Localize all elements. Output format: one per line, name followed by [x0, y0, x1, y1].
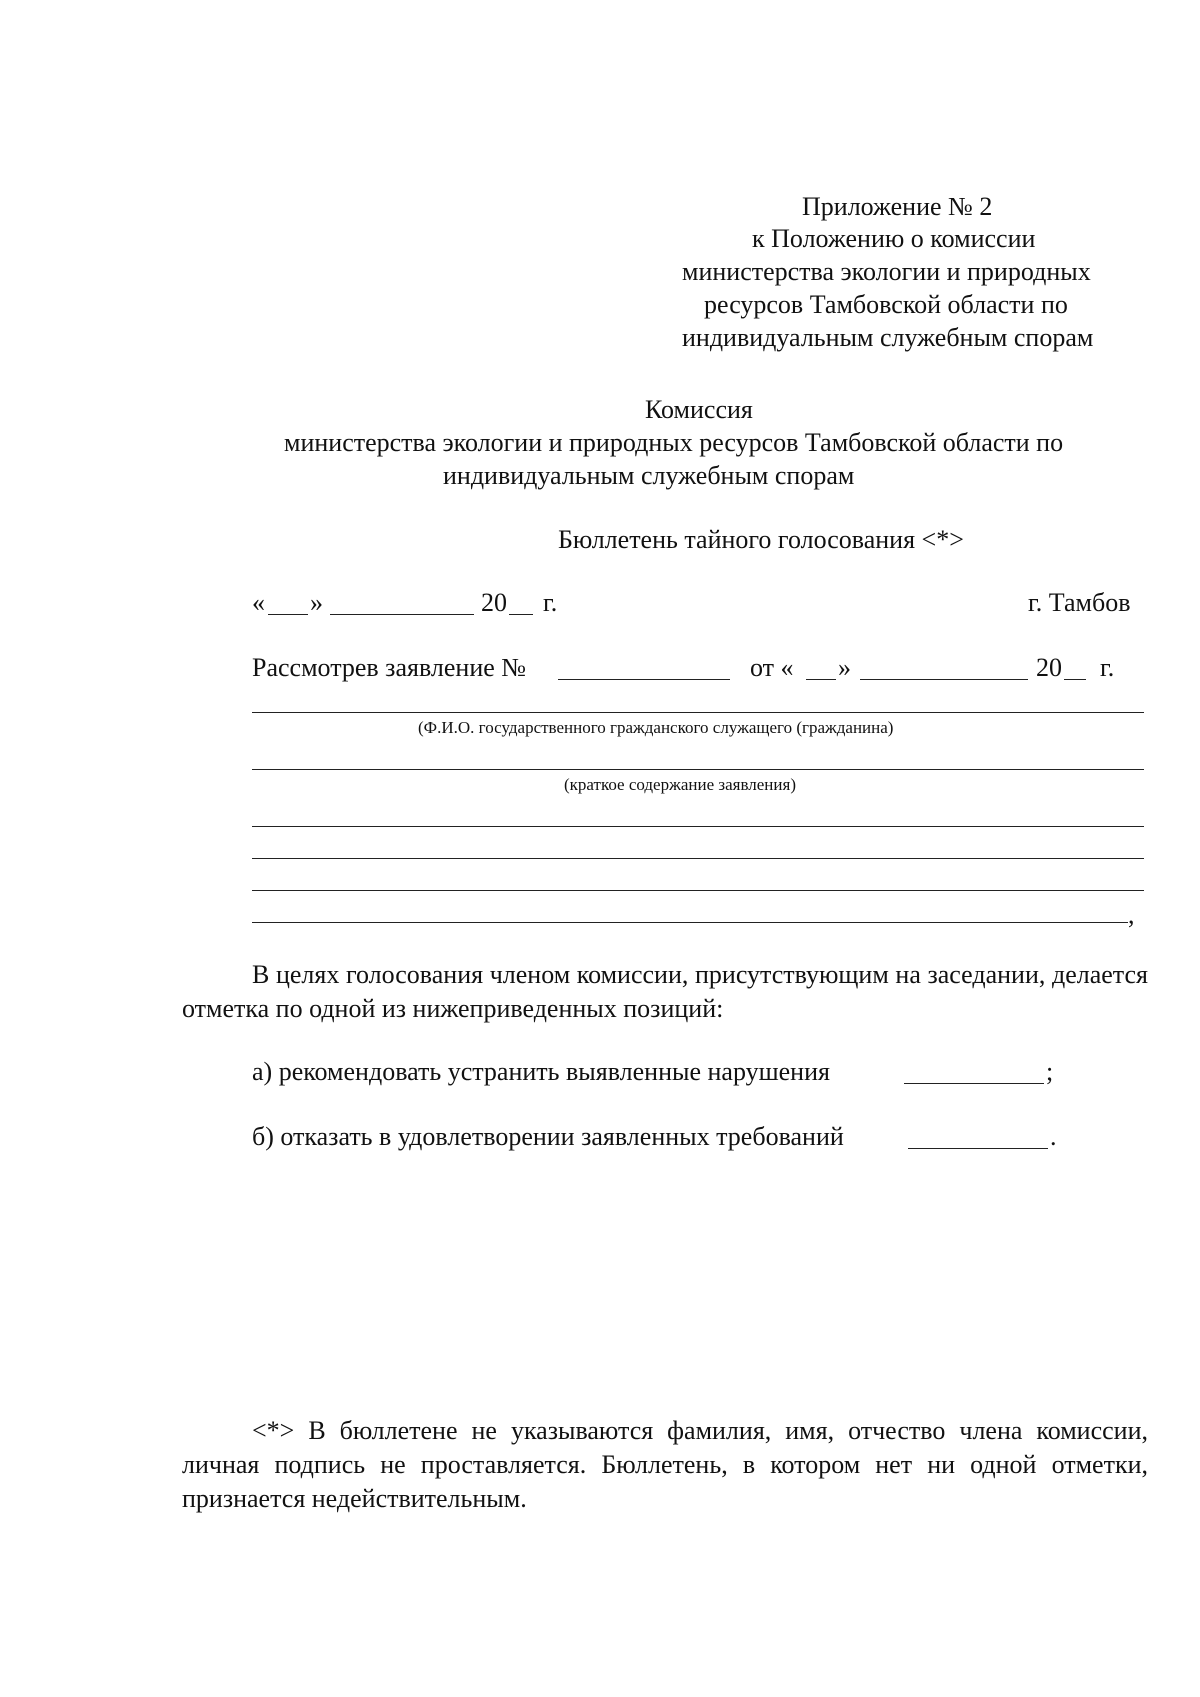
option-a-end: ; [1046, 1057, 1054, 1086]
quote-open: « [252, 588, 265, 617]
blank-line-3 [252, 890, 1144, 891]
year-suffix: г. [543, 588, 558, 617]
blank-line-1 [252, 826, 1144, 827]
year-prefix: 20 [481, 588, 507, 617]
option-b-text: б) отказать в удовлетворении заявленных требований [252, 1122, 844, 1151]
appendix-line-4: ресурсов Тамбовской области по [704, 290, 1068, 319]
option-a-text: а) рекомендовать устранить выявленные нарушения [252, 1057, 830, 1086]
option-b-end: . [1050, 1122, 1057, 1151]
blank-line-2 [252, 858, 1144, 859]
commission-line-1: Комиссия [645, 395, 753, 424]
statement-year-suffix: г. [1100, 653, 1115, 682]
statement-number-line [558, 679, 730, 680]
appendix-line-2: к Положению о комиссии [752, 224, 1036, 253]
commission-line-3: индивидуальным служебным спорам [443, 461, 855, 490]
voting-paragraph: В целях голосования членом комиссии, присутствующим на заседании, делается отметка по одной из нижеприведенных позиций: [182, 960, 1148, 1023]
month-blank-line [330, 614, 474, 615]
appendix-line-5: индивидуальным служебным спорам [682, 323, 1094, 352]
year-blank-line [509, 614, 533, 615]
statement-year: 20 [1036, 653, 1062, 682]
option-b-blank-line [908, 1148, 1048, 1149]
day-blank-line [268, 614, 308, 615]
blank-line-4 [252, 922, 1128, 923]
quote-close: » [310, 588, 323, 617]
statement-quote-close: » [838, 653, 851, 682]
ballot-title: Бюллетень тайного голосования <*> [558, 525, 964, 554]
statement-label: Рассмотрев заявление № [252, 653, 527, 682]
commission-line-2: министерства экологии и природных ресурсов Тамбовской области по [284, 428, 1064, 457]
fio-caption: (Ф.И.О. государственного гражданского служащего (гражданина) [418, 718, 894, 737]
option-a-blank-line [904, 1083, 1044, 1084]
appendix-line-3: министерства экологии и природных [682, 257, 1091, 286]
summary-line [252, 769, 1144, 770]
statement-from: от « [750, 653, 794, 682]
statement-day-line [806, 679, 836, 680]
appendix-line-1: Приложение № 2 [802, 192, 993, 221]
statement-year-line [1064, 679, 1086, 680]
summary-caption: (краткое содержание заявления) [564, 775, 796, 794]
statement-month-line [860, 679, 1028, 680]
footnote: <*> В бюллетене не указываются фамилия, имя, отчество члена комиссии, личная подпись не проставляется. Бюллетень, в котором нет ни одной отметки, признается недействительным. [182, 1416, 1148, 1513]
fio-line [252, 712, 1144, 713]
city: г. Тамбов [1028, 588, 1131, 617]
trailing-comma: , [1128, 900, 1135, 929]
